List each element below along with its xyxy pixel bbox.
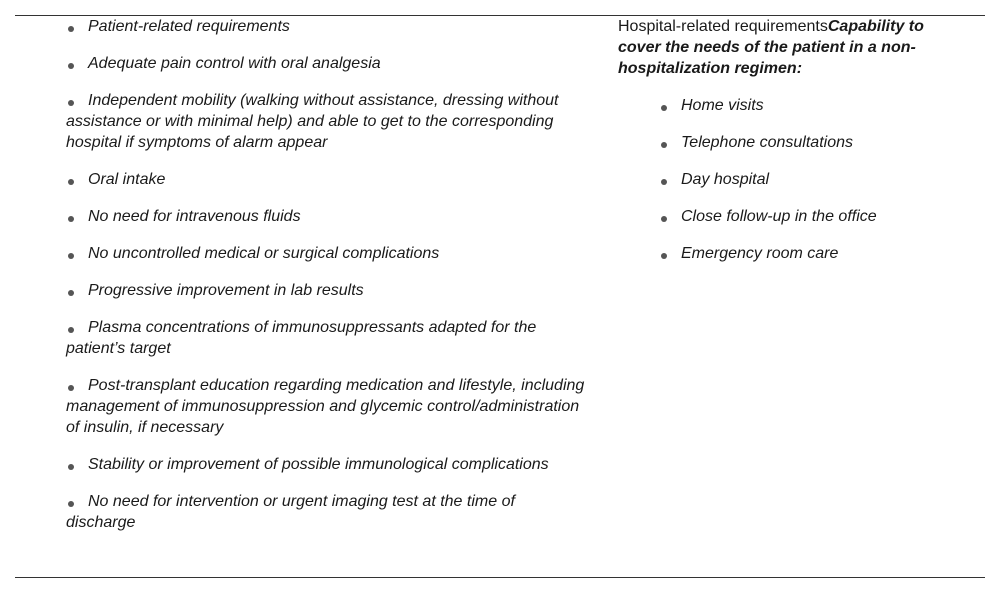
list-item: No uncontrolled medical or surgical complications xyxy=(88,245,440,262)
list-item: Close follow-up in the office xyxy=(681,208,877,225)
list-item: No need for intravenous fluids xyxy=(88,208,301,225)
heading-plain-text: Hospital-related requirements xyxy=(618,18,828,35)
hospital-requirements-column xyxy=(618,16,948,280)
patient-requirements-list xyxy=(66,16,586,533)
list-item: Oral intake xyxy=(88,171,166,188)
bottom-rule xyxy=(15,577,985,578)
list-item: Progressive improvement in lab results xyxy=(88,282,364,299)
hospital-requirements-heading xyxy=(618,16,948,79)
list-item: Patient-related requirements xyxy=(88,18,290,35)
heading-bold-text: Capability to cover the needs of the patient in a non-hospitalization regimen: xyxy=(618,18,924,77)
list-item: Adequate pain control with oral analgesia xyxy=(88,55,381,72)
list-item: Home visits xyxy=(681,97,764,114)
list-item: Day hospital xyxy=(681,171,770,188)
list-item: Plasma concentrations of immunosuppressants adapted for the patient’s target xyxy=(66,319,537,357)
list-item: Telephone consultations xyxy=(681,134,853,151)
list-item: Post-transplant education regarding medication and lifestyle, including management of immunosuppression and glycemic control/administration of insulin, if necessary xyxy=(66,377,585,436)
list-item: No need for intervention or urgent imaging test at the time of discharge xyxy=(66,493,515,531)
patient-requirements-column xyxy=(66,16,586,549)
list-item: Emergency room care xyxy=(681,245,839,262)
hospital-requirements-list xyxy=(618,95,948,264)
list-item: Stability or improvement of possible immunological complications xyxy=(88,456,549,473)
list-item: Independent mobility (walking without assistance, dressing without assistance or with minimal help) and able to get to the corresponding hospital if symptoms of alarm appear xyxy=(66,92,559,151)
